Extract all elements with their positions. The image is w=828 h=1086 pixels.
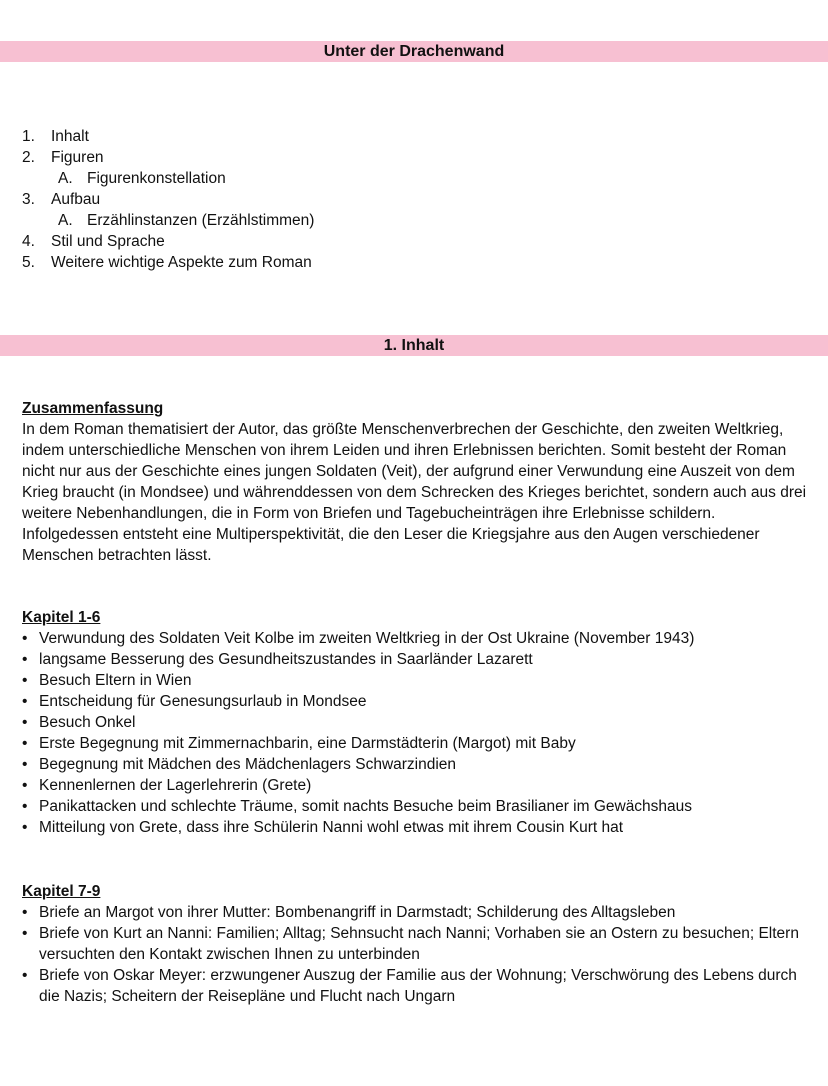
kapitel-1-6-heading: Kapitel 1-6	[22, 609, 101, 626]
toc-label: Inhalt	[51, 128, 89, 145]
toc-label: Figuren	[51, 149, 104, 166]
list-item: • Entscheidung für Genesungsurlaub in Mondsee	[22, 691, 812, 712]
list-item: • Erste Begegnung mit Zimmernachbarin, eine Darmstädterin (Margot) mit Baby	[22, 733, 812, 754]
toc-label: Stil und Sprache	[51, 233, 165, 250]
toc-item	[22, 231, 314, 252]
toc-number: 3.	[22, 191, 35, 208]
list-item: • Briefe von Kurt an Nanni: Familien; Alltag; Sehnsucht nach Nanni; Vorhaben sie an Ostern zu besuchen; Eltern versuchten den Kontakt zwischen Ihnen zu unterbinden	[22, 923, 812, 965]
toc-number: 4.	[22, 233, 35, 250]
toc-item	[22, 252, 314, 273]
list-item: • Begegnung mit Mädchen des Mädchenlagers Schwarzindien	[22, 754, 812, 775]
toc-label: Weitere wichtige Aspekte zum Roman	[51, 254, 312, 271]
list-item: • Besuch Onkel	[22, 712, 812, 733]
toc-number: A.	[58, 212, 73, 229]
section-inhalt-title: 1. Inhalt	[383, 337, 445, 354]
kapitel-1-6-section	[22, 607, 812, 838]
zusammenfassung-text: In dem Roman thematisiert der Autor, das größte Menschenverbrechen der Geschichte, den zweiten Weltkrieg, indem unterschiedliche Menschen von ihrem Leiden und ihren Erlebnissen berichten. Somit besteht der Roman nicht nur aus der Geschichte eines jungen Soldaten (Veit), der aufgrund einer Verwundung eine Auszeit von dem Krieg braucht (in Mondsee) und währenddessen von dem Schrecken des Krieges berichtet, sondern auch aus drei weitere Nebenhandlungen, die in Form von Briefen und Tagebucheinträgen ihre Erlebnisse schildern. Infolgedessen entsteht eine Multiperspektivität, die den Leser die Kriegsjahre aus den Augen verschiedener Menschen betrachten lässt.	[22, 421, 807, 564]
toc-label: Erzählinstanzen (Erzählstimmen)	[87, 212, 315, 229]
toc-label: Figurenkonstellation	[87, 170, 226, 187]
zusammenfassung-section	[22, 398, 812, 566]
list-item: • Verwundung des Soldaten Veit Kolbe im zweiten Weltkrieg in der Ost Ukraine (November 1943)	[22, 628, 812, 649]
list-item: • Mitteilung von Grete, dass ihre Schülerin Nanni wohl etwas mit ihrem Cousin Kurt hat	[22, 817, 812, 838]
toc-item	[22, 126, 314, 147]
toc-label: Aufbau	[51, 191, 101, 208]
toc-item	[22, 189, 314, 210]
toc-subitem	[22, 168, 314, 189]
toc-subitem	[22, 210, 314, 231]
list-item: • Besuch Eltern in Wien	[22, 670, 812, 691]
document-title-banner	[0, 41, 828, 62]
list-item: • Briefe an Margot von ihrer Mutter: Bombenangriff in Darmstadt; Schilderung des Alltagsleben	[22, 902, 812, 923]
toc-number: 1.	[22, 128, 35, 145]
list-item: • Kennenlernen der Lagerlehrerin (Grete)	[22, 775, 812, 796]
list-item: • Panikattacken und schlechte Träume, somit nachts Besuche beim Brasilianer im Gewächshaus	[22, 796, 812, 817]
list-item: • Briefe von Oskar Meyer: erzwungener Auszug der Familie aus der Wohnung; Verschwörung des Lebens durch die Nazis; Scheitern der Reisepläne und Flucht nach Ungarn	[22, 965, 812, 1007]
kapitel-7-9-section	[22, 881, 812, 1007]
toc-number: 5.	[22, 254, 35, 271]
toc-item	[22, 147, 314, 168]
kapitel-7-9-list	[22, 902, 812, 1007]
section-inhalt-banner	[0, 335, 828, 356]
kapitel-7-9-heading: Kapitel 7-9	[22, 883, 101, 900]
document-title: Unter der Drachenwand	[323, 43, 505, 60]
list-item: • langsame Besserung des Gesundheitszustandes in Saarländer Lazarett	[22, 649, 812, 670]
toc-number: A.	[58, 170, 73, 187]
table-of-contents	[22, 126, 314, 273]
kapitel-1-6-list	[22, 628, 812, 838]
toc-number: 2.	[22, 149, 35, 166]
zusammenfassung-heading: Zusammenfassung	[22, 400, 164, 417]
